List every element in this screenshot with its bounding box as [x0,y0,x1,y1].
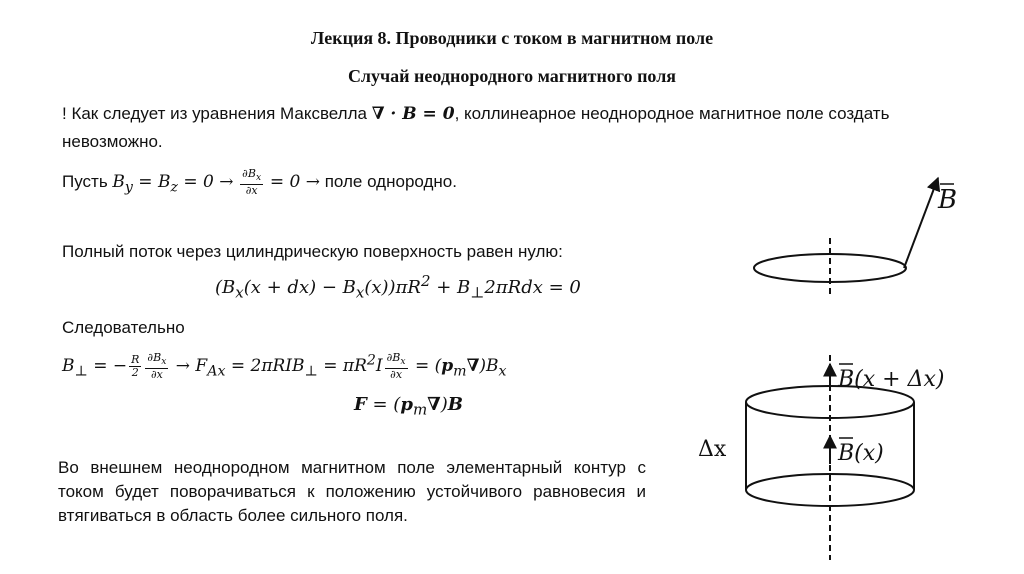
flux-equation: $(B_x(x + dx) - B_x(x))\pi R^2 + B_\perp 2\pi Rdx = 0$ [215,272,581,302]
partial-derivative-fraction [240,168,263,197]
fraction-r-over-2 [129,354,141,379]
maxwell-equation: ∇ · B = 0 [371,104,455,124]
fraction-dbx-dx [145,352,168,381]
force-vector-equation: $F = (p_m\nabla)B$ [354,394,463,419]
let-word: Пусть [62,172,108,192]
eq2-part-b: → $F_{Ax} = 2\pi RIB_\perp = \pi R^2I$ [175,352,383,380]
maxwell-text: ! Как следует из уравнения Максвелла [62,104,367,123]
fraction-numerator: $\partial B_x$ [386,351,406,368]
flux-paragraph: Полный поток через цилиндрическую поверхность равен нулю: [62,242,563,261]
magnetic-field-diagram [690,150,990,560]
label-delta-x: Δx [698,437,727,462]
therefore-label: Следовательно [62,318,185,337]
field-components-eq: $B_y = B_z = 0$ → [112,172,234,196]
maxwell-tail: , коллинеарное неоднородное магнитное поле создать невозможно. [62,104,890,151]
b-vector-arrow [904,178,938,268]
derivative-zero-eq: = 0 → [269,172,320,193]
label-b: B [938,185,958,215]
fraction-numerator: $\partial B_x$ [242,167,262,184]
force-derivation-equation [62,352,507,381]
fraction-denominator: ∂x [150,368,163,382]
label-b-x-dx: B(x + Δx) [838,367,945,392]
fraction-numerator: $\partial B_x$ [147,351,167,368]
slide-title: Лекция 8. Проводники с током в магнитном поле [310,28,714,48]
eq2-part-c: = $(p_m\nabla)B_x$ [414,356,507,380]
fraction-denominator: 2 [131,366,139,380]
fraction-numerator: R [131,353,140,367]
slide-subtitle: Случай неоднородного магнитного поля [347,66,677,86]
eq2-part-a: $B_\perp$ = − [62,356,128,380]
label-b-x: B(x) [838,441,884,466]
maxwell-paragraph [62,100,942,155]
fraction-denominator: ∂x [390,368,403,382]
fraction-dbx-dx-2 [385,352,408,381]
conclusion-paragraph: Во внешнем неоднородном магнитном поле элементарный контур с током будет поворачиваться к положению устойчивого равновесия и втягиваться в область более сильного поля. [58,458,646,525]
uniform-field-paragraph [62,168,457,201]
uniform-conclusion: поле однородно. [324,172,457,192]
fraction-denominator: ∂x [245,184,258,198]
